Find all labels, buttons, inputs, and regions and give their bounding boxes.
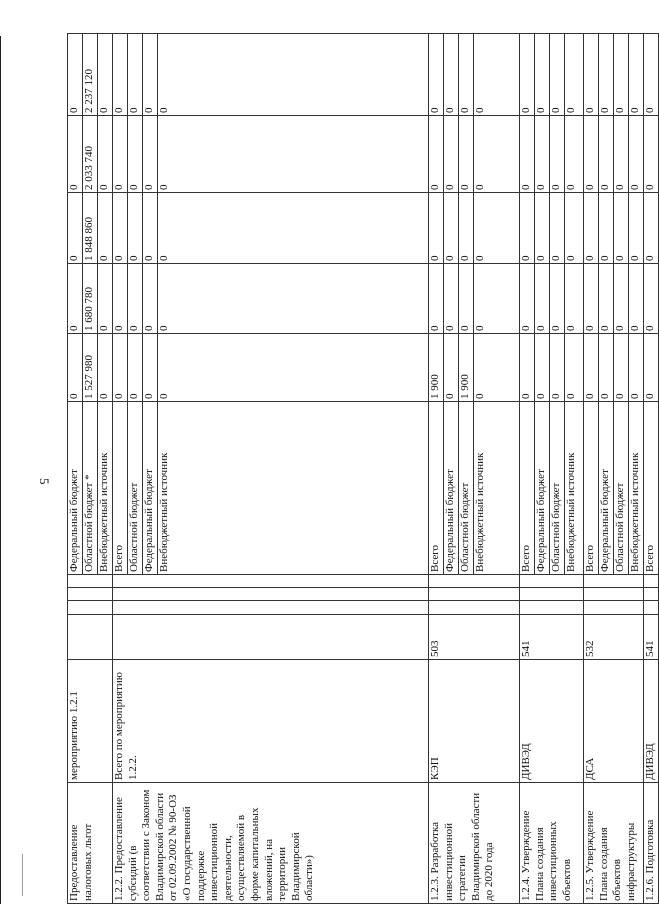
value-cell: 0 (474, 334, 520, 402)
code-cell (113, 615, 429, 660)
source-label: Внебюджетный источник (629, 402, 644, 575)
value-cell: 0 (444, 334, 459, 402)
value-cell: 0 (644, 334, 659, 402)
source-label: Всего (429, 402, 444, 575)
value-cell: 0 (128, 34, 143, 116)
value-cell: 0 (644, 264, 659, 334)
value-cell: 0 (128, 264, 143, 334)
value-cell: 0 (535, 116, 550, 193)
value-cell: 0 (550, 264, 565, 334)
code-cell: 532 (584, 615, 644, 660)
source-label: Областной бюджет (128, 402, 143, 575)
value-cell: 0 (535, 193, 550, 264)
gap-cell (113, 601, 429, 615)
event-name: ДИВЭД (520, 660, 584, 783)
value-cell: 0 (98, 34, 113, 116)
gap-cell (520, 601, 584, 615)
value-cell: 0 (565, 193, 584, 264)
value-cell: 0 (474, 116, 520, 193)
code-cell: 541 (644, 615, 659, 660)
event-name: КЭП (429, 660, 520, 783)
value-cell: 2 033 740 (83, 116, 98, 193)
value-cell: 0 (629, 34, 644, 116)
value-cell: 0 (429, 264, 444, 334)
value-cell: 0 (429, 116, 444, 193)
value-cell: 0 (535, 334, 550, 402)
value-cell: 0 (614, 34, 629, 116)
table-row (520, 34, 535, 904)
value-cell: 0 (158, 264, 429, 334)
code-cell: 503 (429, 615, 520, 660)
source-label: Внебюджетный источник (474, 402, 520, 575)
gap-cell (429, 601, 520, 615)
gap-cell (68, 588, 113, 601)
value-cell: 0 (535, 264, 550, 334)
page-number: 5 (37, 478, 52, 485)
value-cell: 0 (550, 116, 565, 193)
value-cell: 2 237 120 (83, 34, 98, 116)
value-cell: 0 (565, 116, 584, 193)
value-cell: 0 (68, 334, 83, 402)
value-cell: 0 (535, 34, 550, 116)
section-name: 1.2.3. Разработка инвестиционной стратегии Владимирской области до 2020 года (429, 783, 520, 904)
value-cell: 0 (68, 116, 83, 193)
value-cell: 0 (444, 264, 459, 334)
value-cell: 0 (474, 264, 520, 334)
value-cell: 0 (143, 116, 158, 193)
value-cell: 0 (158, 193, 429, 264)
table-row (429, 34, 444, 904)
value-cell: 0 (629, 264, 644, 334)
value-cell: 0 (444, 116, 459, 193)
gap-cell (429, 575, 520, 588)
value-cell: 0 (520, 264, 535, 334)
section-name: 1.2.6. Подготовка (644, 783, 659, 904)
gap-cell (644, 601, 659, 615)
value-cell: 0 (599, 116, 614, 193)
event-name: ДИВЭД (644, 660, 659, 783)
value-cell: 0 (520, 334, 535, 402)
value-cell: 0 (599, 264, 614, 334)
value-cell: 0 (68, 193, 83, 264)
source-label: Всего (644, 402, 659, 575)
value-cell: 0 (614, 334, 629, 402)
code-cell: 541 (520, 615, 584, 660)
value-cell: 0 (459, 193, 474, 264)
value-cell: 0 (128, 334, 143, 402)
value-cell: 1 680 780 (83, 264, 98, 334)
value-cell: 0 (584, 34, 599, 116)
gap-cell (520, 588, 584, 601)
value-cell: 0 (98, 116, 113, 193)
value-cell: 0 (599, 34, 614, 116)
gap-cell (644, 588, 659, 601)
value-cell: 0 (113, 193, 128, 264)
value-cell: 0 (520, 193, 535, 264)
value-cell: 0 (520, 34, 535, 116)
value-cell: 0 (629, 116, 644, 193)
gap-cell (113, 588, 429, 601)
value-cell: 0 (143, 264, 158, 334)
value-cell: 0 (584, 116, 599, 193)
source-label: Всего (584, 402, 599, 575)
gap-cell (113, 575, 429, 588)
table-row (584, 34, 599, 904)
value-cell: 0 (444, 34, 459, 116)
value-cell: 0 (599, 334, 614, 402)
value-cell: 0 (550, 34, 565, 116)
event-name: Всего по мероприятию 1.2.2. (113, 660, 429, 783)
value-cell: 0 (429, 34, 444, 116)
value-cell: 0 (614, 116, 629, 193)
value-cell: 0 (644, 34, 659, 116)
value-cell: 0 (565, 264, 584, 334)
source-label: Всего (520, 402, 535, 575)
source-label: Внебюджетный источник (98, 402, 113, 575)
value-cell: 0 (459, 34, 474, 116)
value-cell: 0 (158, 116, 429, 193)
value-cell: 0 (113, 116, 128, 193)
table-row (644, 34, 659, 904)
value-cell: 0 (565, 34, 584, 116)
gap-cell (644, 575, 659, 588)
value-cell: 0 (128, 116, 143, 193)
value-cell: 0 (644, 193, 659, 264)
gap-cell (584, 575, 644, 588)
source-label: Федеральный бюджет (535, 402, 550, 575)
value-cell: 0 (113, 264, 128, 334)
value-cell: 0 (584, 264, 599, 334)
source-label: Внебюджетный источник (565, 402, 584, 575)
gap-cell (584, 601, 644, 615)
source-label: Областной бюджет * (83, 402, 98, 575)
value-cell: 0 (565, 334, 584, 402)
table-viewport (67, 37, 656, 904)
scan-mark (22, 854, 23, 896)
value-cell: 0 (98, 334, 113, 402)
section-name: 1.2.5. Утверждение Плана создания объектов инфраструктуры (584, 783, 644, 904)
value-cell: 0 (128, 193, 143, 264)
rotated-table-container (67, 37, 656, 904)
source-label: Федеральный бюджет (599, 402, 614, 575)
value-cell: 0 (113, 34, 128, 116)
value-cell: 0 (98, 193, 113, 264)
section-name: Предоставление налоговых льгот (68, 783, 113, 904)
value-cell: 0 (550, 334, 565, 402)
source-label: Областной бюджет (459, 402, 474, 575)
value-cell: 0 (158, 334, 429, 402)
value-cell: 0 (143, 34, 158, 116)
gap-cell (520, 575, 584, 588)
value-cell: 0 (584, 334, 599, 402)
page-edge-line (0, 36, 1, 904)
source-label: Внебюджетный источник (158, 402, 429, 575)
value-cell: 0 (474, 193, 520, 264)
source-label: Областной бюджет (550, 402, 565, 575)
event-name: мероприятию 1.2.1 (68, 660, 113, 783)
source-label: Федеральный бюджет (444, 402, 459, 575)
value-cell: 0 (474, 34, 520, 116)
gap-cell (429, 588, 520, 601)
value-cell: 0 (644, 116, 659, 193)
gap-cell (584, 588, 644, 601)
value-cell: 0 (98, 264, 113, 334)
value-cell: 0 (429, 193, 444, 264)
value-cell: 0 (158, 34, 429, 116)
value-cell: 0 (444, 193, 459, 264)
value-cell: 0 (459, 264, 474, 334)
table-row (68, 34, 83, 904)
section-name: 1.2.4. Утверждение Плана создания инвестиционных объектов (520, 783, 584, 904)
value-cell: 0 (520, 116, 535, 193)
source-label: Федеральный бюджет (68, 402, 83, 575)
value-cell: 0 (614, 264, 629, 334)
budget-table-body (68, 34, 659, 904)
value-cell: 1 900 (429, 334, 444, 402)
value-cell: 0 (550, 193, 565, 264)
section-name: 1.2.2. Предоставление субсидий (в соответствии с Законом Владимирской области от 02.09.2002 № 90-ОЗ «О государственной поддержке инвестиционной деятельности, осуществляемой в форме капитальных вложений, на территории Владимирской области») (113, 783, 429, 904)
source-label: Областной бюджет (614, 402, 629, 575)
budget-table (67, 33, 659, 904)
source-label: Всего (113, 402, 128, 575)
value-cell: 0 (113, 334, 128, 402)
value-cell: 0 (629, 193, 644, 264)
value-cell: 1 848 860 (83, 193, 98, 264)
value-cell: 0 (68, 264, 83, 334)
gap-cell (68, 601, 113, 615)
value-cell: 0 (599, 193, 614, 264)
event-name: ДСА (584, 660, 644, 783)
value-cell: 0 (459, 116, 474, 193)
code-cell (68, 615, 113, 660)
value-cell: 0 (614, 193, 629, 264)
value-cell: 0 (143, 193, 158, 264)
table-row (113, 34, 128, 904)
value-cell: 0 (68, 34, 83, 116)
value-cell: 0 (629, 334, 644, 402)
value-cell: 0 (143, 334, 158, 402)
value-cell: 1 527 980 (83, 334, 98, 402)
gap-cell (68, 575, 113, 588)
source-label: Федеральный бюджет (143, 402, 158, 575)
value-cell: 0 (584, 193, 599, 264)
value-cell: 1 900 (459, 334, 474, 402)
